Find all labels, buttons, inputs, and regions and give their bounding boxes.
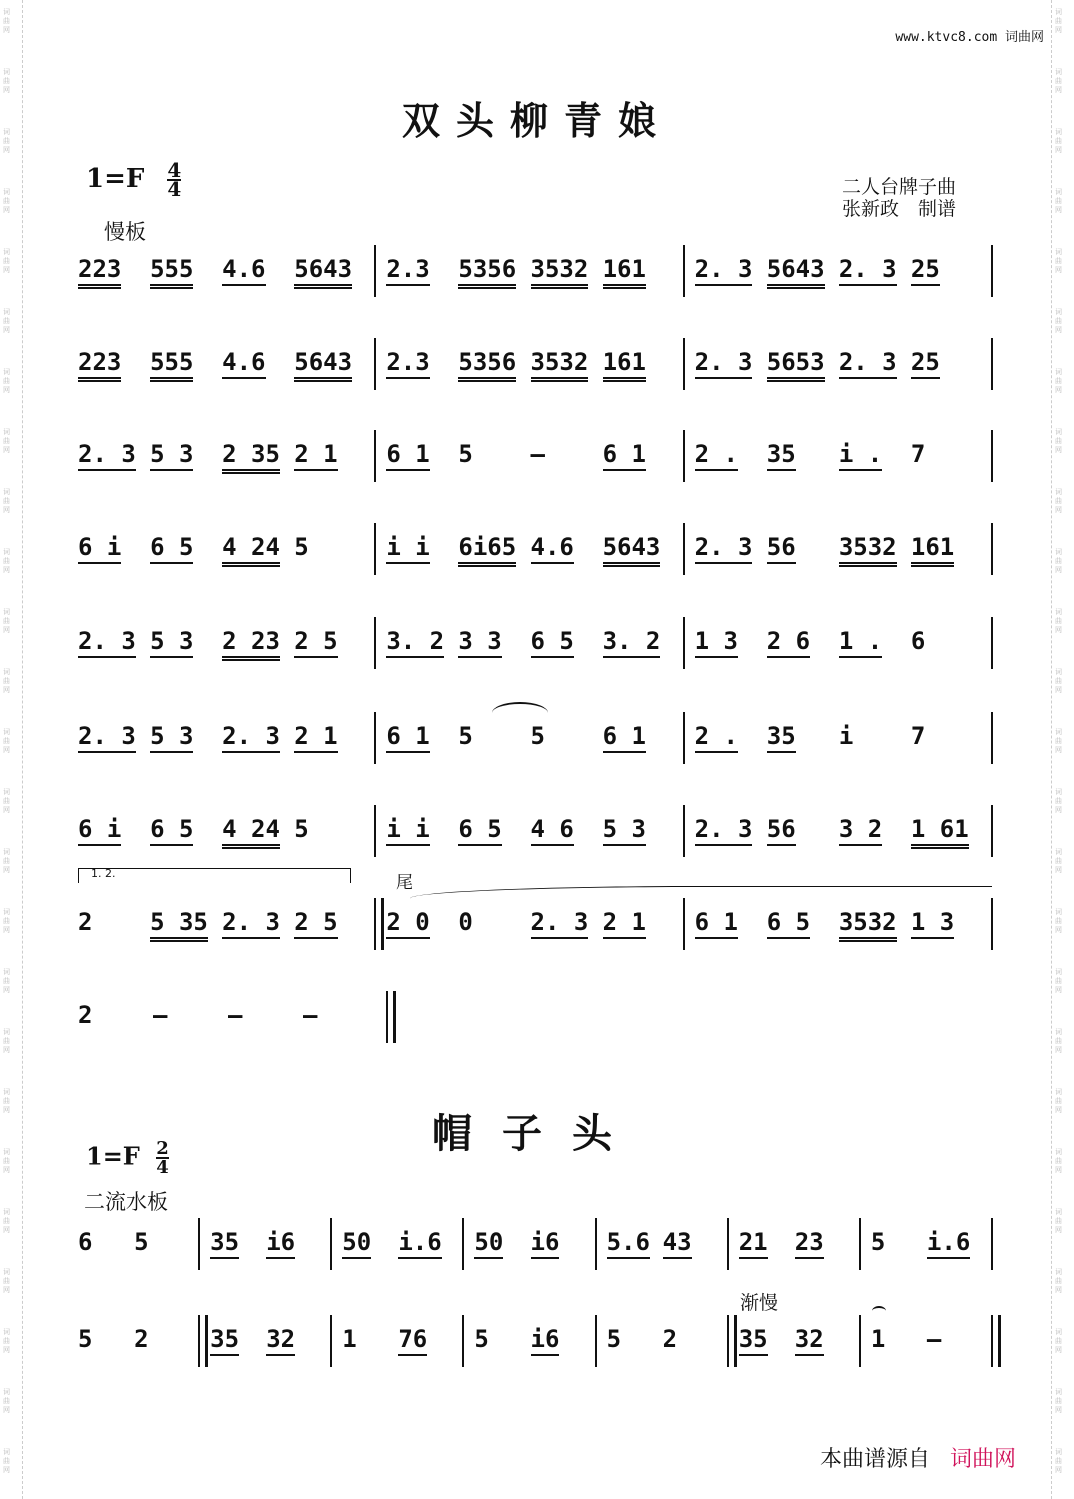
note-group: 6 5	[530, 627, 574, 655]
note-group: 4 6	[530, 815, 574, 843]
note-group: 2. 3	[530, 908, 589, 936]
side-watermark-text: 词曲网	[3, 548, 10, 574]
bar-line	[374, 805, 376, 857]
piece1-key-signature	[86, 158, 182, 201]
tail-label: 尾	[396, 873, 413, 893]
score-row	[70, 348, 995, 404]
note-group: 5643	[294, 348, 353, 376]
note-group: –	[926, 1325, 942, 1353]
note-group: 6 i	[78, 533, 122, 561]
side-watermark-text: 词曲网	[3, 308, 10, 334]
bar-line	[991, 712, 993, 764]
side-watermark-text: 词曲网	[1055, 728, 1062, 754]
volta-label: 1. 2.	[91, 867, 116, 880]
note-group: 5	[870, 1228, 886, 1256]
note-group: 2.3	[386, 255, 430, 283]
note-group: 1 61	[910, 815, 969, 843]
piece1-tempo: 慢板	[104, 220, 146, 244]
note-group: 5	[294, 815, 309, 843]
note-group: 6 1	[386, 722, 430, 750]
right-watermark-strip	[1051, 0, 1074, 1499]
side-watermark-text: 词曲网	[3, 908, 10, 934]
note-group: 5	[294, 533, 309, 561]
side-watermark-text: 词曲网	[3, 128, 10, 154]
note-group: 3. 2	[386, 627, 445, 655]
side-watermark-text: 词曲网	[1055, 1208, 1062, 1234]
note-group: 3532	[838, 533, 897, 561]
bar-line	[683, 430, 685, 482]
note-group: 5 35	[150, 908, 208, 936]
side-watermark-text: 词曲网	[3, 1448, 10, 1474]
note-group: 5 3	[150, 440, 194, 468]
note-group: 5	[134, 1228, 149, 1256]
bar-line	[374, 617, 376, 669]
note-group: 223	[78, 255, 122, 283]
side-watermark-text: 词曲网	[1055, 608, 1062, 634]
side-watermark-text: 词曲网	[1055, 68, 1062, 94]
note-group: 3. 2	[602, 627, 661, 655]
note-group: 1	[342, 1325, 357, 1353]
side-watermark-text: 词曲网	[3, 1028, 10, 1054]
score-row	[70, 1228, 995, 1284]
note-group: 0	[458, 908, 473, 936]
note-group: 5	[474, 1325, 489, 1353]
score-row	[70, 440, 995, 496]
note-group: 2 5	[294, 908, 338, 936]
note-group: –	[153, 1001, 168, 1029]
volta-bracket	[78, 868, 351, 883]
score-row	[70, 255, 995, 311]
bar-line	[991, 1218, 993, 1270]
piece1-time-denominator: 4	[167, 177, 182, 201]
note-group: 7	[910, 440, 926, 468]
footer-source-label: 本曲谱源自	[820, 1447, 931, 1472]
note-group: 5.6	[606, 1228, 650, 1256]
score-row	[70, 815, 995, 871]
note-group: 32	[794, 1325, 824, 1353]
tie-arc	[492, 702, 548, 724]
note-group: 2. 3	[838, 255, 897, 283]
note-group: 50	[342, 1228, 372, 1256]
note-group: –	[530, 440, 545, 468]
side-watermark-text: 词曲网	[1055, 788, 1062, 814]
note-group: 161	[602, 348, 646, 376]
note-group: 2.3	[386, 348, 430, 376]
side-watermark-text: 词曲网	[1055, 1448, 1062, 1474]
side-watermark-text: 词曲网	[3, 1388, 10, 1414]
note-group: 6 5	[150, 815, 194, 843]
score-row	[70, 627, 995, 683]
side-watermark-text: 词曲网	[1055, 1268, 1062, 1294]
note-group: i6	[530, 1228, 560, 1256]
note-group: 2 6	[766, 627, 811, 655]
side-watermark-text: 词曲网	[3, 728, 10, 754]
note-group: 5	[458, 440, 473, 468]
note-group: 6 1	[602, 440, 646, 468]
note-group: 2	[134, 1325, 149, 1353]
side-watermark-text: 词曲网	[3, 428, 10, 454]
note-group: i.6	[398, 1228, 442, 1256]
note-group: 21	[738, 1228, 768, 1256]
note-group: i6	[530, 1325, 560, 1353]
note-group: 6 1	[694, 908, 739, 936]
note-group: 2 5	[294, 627, 338, 655]
note-group: i i	[386, 815, 430, 843]
note-group: 2 35	[222, 440, 280, 468]
piece2-key: 1=F	[86, 1141, 140, 1171]
bar-line	[991, 430, 993, 482]
side-watermark-text: 词曲网	[3, 1148, 10, 1174]
piece2-time-denominator: 4	[156, 1157, 169, 1178]
note-group: 3532	[530, 348, 589, 376]
side-watermark-text: 词曲网	[3, 608, 10, 634]
side-watermark-text: 词曲网	[1055, 428, 1062, 454]
score-row	[70, 1001, 995, 1057]
note-group: 4.6	[222, 348, 266, 376]
note-group: 6 5	[766, 908, 811, 936]
repeat-bar-line	[374, 898, 384, 950]
piece2-time-numerator: 2	[156, 1138, 169, 1159]
note-group: 161	[602, 255, 646, 283]
note-group: 161	[910, 533, 955, 561]
note-group: 6 5	[458, 815, 502, 843]
note-group: 5653	[766, 348, 825, 376]
note-group: 2. 3	[694, 255, 753, 283]
note-group: 35	[766, 722, 796, 750]
note-group: 2. 3	[78, 440, 136, 468]
note-group: 5356	[458, 255, 517, 283]
note-group: 3532	[530, 255, 589, 283]
side-watermark-text: 词曲网	[1055, 1388, 1062, 1414]
note-group: 2 23	[222, 627, 280, 655]
side-watermark-text: 词曲网	[3, 1328, 10, 1354]
note-group: 1	[870, 1325, 886, 1353]
side-watermark-text: 词曲网	[1055, 368, 1062, 394]
bar-line	[330, 1315, 332, 1367]
note-group: 6	[78, 1228, 93, 1256]
note-group: 6 1	[602, 722, 646, 750]
note-group: 56	[766, 533, 796, 561]
note-group: 4.6	[530, 533, 574, 561]
bar-line	[462, 1218, 464, 1270]
repeat-bar-line	[198, 1315, 208, 1367]
bar-line	[374, 430, 376, 482]
note-group: 2 1	[602, 908, 646, 936]
note-group: 4 24	[222, 815, 280, 843]
side-watermark-text: 词曲网	[3, 1268, 10, 1294]
bar-line	[683, 805, 685, 857]
note-group: 5643	[294, 255, 353, 283]
note-group: 5 3	[602, 815, 646, 843]
note-group: i i	[386, 533, 430, 561]
note-group: 35	[210, 1228, 240, 1256]
piece1-time-numerator: 4	[167, 158, 182, 182]
repeat-bar-line	[727, 1315, 737, 1367]
bar-line	[991, 805, 993, 857]
footer	[820, 1442, 1016, 1473]
note-group: 5	[78, 1325, 93, 1353]
note-group: 25	[910, 348, 940, 376]
note-group: 2 .	[694, 722, 739, 750]
note-group: 25	[910, 255, 940, 283]
note-group: 1 .	[838, 627, 883, 655]
piece1-credits	[842, 176, 956, 220]
bar-line	[374, 523, 376, 575]
note-group: 5	[606, 1325, 622, 1353]
note-group: 56	[766, 815, 796, 843]
note-group: i .	[838, 440, 883, 468]
note-group: 5 3	[150, 627, 194, 655]
side-watermark-text: 词曲网	[3, 248, 10, 274]
note-group: 4.6	[222, 255, 266, 283]
side-watermark-text: 词曲网	[3, 188, 10, 214]
side-watermark-text: 词曲网	[1055, 1148, 1062, 1174]
note-group: i	[838, 722, 854, 750]
note-group: 2. 3	[838, 348, 897, 376]
note-group: 35	[210, 1325, 240, 1353]
note-group: 555	[150, 348, 194, 376]
side-watermark-text: 词曲网	[1055, 1328, 1062, 1354]
bar-line	[595, 1315, 597, 1367]
bar-line	[991, 523, 993, 575]
bar-line	[683, 712, 685, 764]
fermata-icon	[872, 1306, 886, 1316]
note-group: 32	[266, 1325, 296, 1353]
side-watermark-text: 词曲网	[3, 968, 10, 994]
note-group: 5356	[458, 348, 517, 376]
bar-line	[991, 617, 993, 669]
note-group: 2	[78, 908, 93, 936]
score-row	[70, 722, 995, 778]
note-group: 2 1	[294, 722, 338, 750]
side-watermark-text: 词曲网	[1055, 8, 1062, 34]
bar-line	[727, 1218, 729, 1270]
note-group: 5643	[766, 255, 825, 283]
side-watermark-text: 词曲网	[1055, 1088, 1062, 1114]
side-watermark-text: 词曲网	[1055, 968, 1062, 994]
note-group: i6	[266, 1228, 296, 1256]
note-group: 2. 3	[694, 533, 753, 561]
bar-line	[330, 1218, 332, 1270]
note-group: 2 .	[694, 440, 739, 468]
score-row	[70, 533, 995, 589]
note-group: 6	[910, 627, 926, 655]
repeat-bar-line	[386, 991, 396, 1043]
note-group: i.6	[926, 1228, 971, 1256]
side-watermark-text: 词曲网	[3, 68, 10, 94]
note-group: 4 24	[222, 533, 280, 561]
score-row	[70, 1325, 995, 1381]
bar-line	[683, 338, 685, 390]
side-watermark-text: 词曲网	[1055, 548, 1062, 574]
side-watermark-text: 词曲网	[1055, 128, 1062, 154]
bar-line	[462, 1315, 464, 1367]
piece1-arranger: 张新政 制谱	[842, 198, 957, 220]
side-watermark-text: 词曲网	[1055, 668, 1062, 694]
side-watermark-text: 词曲网	[1055, 488, 1062, 514]
note-group: 7	[910, 722, 926, 750]
bar-line	[595, 1218, 597, 1270]
note-group: 1 3	[694, 627, 739, 655]
note-group: 5	[530, 722, 545, 750]
side-watermark-text: 词曲网	[3, 668, 10, 694]
note-group: 5643	[602, 533, 661, 561]
bar-line	[374, 245, 376, 297]
side-watermark-text: 词曲网	[3, 788, 10, 814]
note-group: 2 1	[294, 440, 338, 468]
piece1-time-signature	[167, 158, 182, 201]
tail-slur	[410, 886, 992, 911]
piece2-time-signature	[156, 1140, 169, 1176]
note-group: 6 i	[78, 815, 122, 843]
piece2-tempo: 二流水板	[84, 1190, 168, 1214]
bar-line	[683, 523, 685, 575]
note-group: 3 2	[838, 815, 883, 843]
note-group: 6i65	[458, 533, 517, 561]
note-group: 223	[78, 348, 122, 376]
note-group: 2 0	[386, 908, 430, 936]
side-watermark-text: 词曲网	[3, 848, 10, 874]
piece1-title: 双头柳青娘	[401, 98, 672, 143]
note-group: 2. 3	[222, 908, 280, 936]
note-group: 3 3	[458, 627, 502, 655]
side-watermark-text: 词曲网	[1055, 188, 1062, 214]
note-group: 2. 3	[694, 348, 753, 376]
piece1-genre: 二人台牌子曲	[842, 176, 957, 198]
bar-line	[859, 1218, 861, 1270]
piece1-key: 1=F	[86, 164, 145, 194]
note-group: 35	[766, 440, 796, 468]
repeat-bar-line	[991, 1315, 1001, 1367]
piece2-title: 帽子头	[432, 1110, 642, 1157]
note-group: 6 1	[386, 440, 430, 468]
bar-line	[683, 617, 685, 669]
footer-brand: 词曲网	[950, 1447, 1017, 1472]
ritardando-mark: 渐慢	[740, 1292, 779, 1314]
bar-line	[374, 338, 376, 390]
side-watermark-text: 词曲网	[3, 1088, 10, 1114]
note-group: 50	[474, 1228, 504, 1256]
piece2-key-signature	[86, 1140, 169, 1176]
note-group: 43	[662, 1228, 692, 1256]
note-group: 76	[398, 1325, 428, 1353]
side-watermark-text: 词曲网	[3, 368, 10, 394]
bar-line	[991, 338, 993, 390]
note-group: 2. 3	[694, 815, 753, 843]
note-group: 3532	[838, 908, 897, 936]
side-watermark-text: 词曲网	[1055, 248, 1062, 274]
note-group: 5 3	[150, 722, 194, 750]
side-watermark-text: 词曲网	[3, 1208, 10, 1234]
bar-line	[991, 245, 993, 297]
note-group: 2. 3	[78, 627, 136, 655]
site-url: www.ktvc8.com 词曲网	[895, 30, 1044, 45]
note-group: 5	[458, 722, 473, 750]
note-group: –	[303, 1001, 318, 1029]
side-watermark-text: 词曲网	[3, 8, 10, 34]
bar-line	[683, 245, 685, 297]
side-watermark-text: 词曲网	[1055, 308, 1062, 334]
bar-line	[859, 1315, 861, 1367]
side-watermark-text: 词曲网	[1055, 848, 1062, 874]
side-watermark-text: 词曲网	[3, 488, 10, 514]
note-group: 35	[738, 1325, 768, 1353]
left-watermark-strip	[0, 0, 23, 1499]
note-group: 2	[662, 1325, 678, 1353]
side-watermark-text: 词曲网	[1055, 1028, 1062, 1054]
note-group: 2. 3	[78, 722, 136, 750]
note-group: 555	[150, 255, 194, 283]
note-group: 1 3	[910, 908, 955, 936]
side-watermark-text: 词曲网	[1055, 908, 1062, 934]
note-group: 2. 3	[222, 722, 280, 750]
note-group: 2	[78, 1001, 93, 1029]
bar-line	[374, 712, 376, 764]
note-group: 23	[794, 1228, 824, 1256]
note-group: –	[228, 1001, 243, 1029]
score-row	[70, 908, 995, 964]
bar-line	[198, 1218, 200, 1270]
note-group: 6 5	[150, 533, 194, 561]
